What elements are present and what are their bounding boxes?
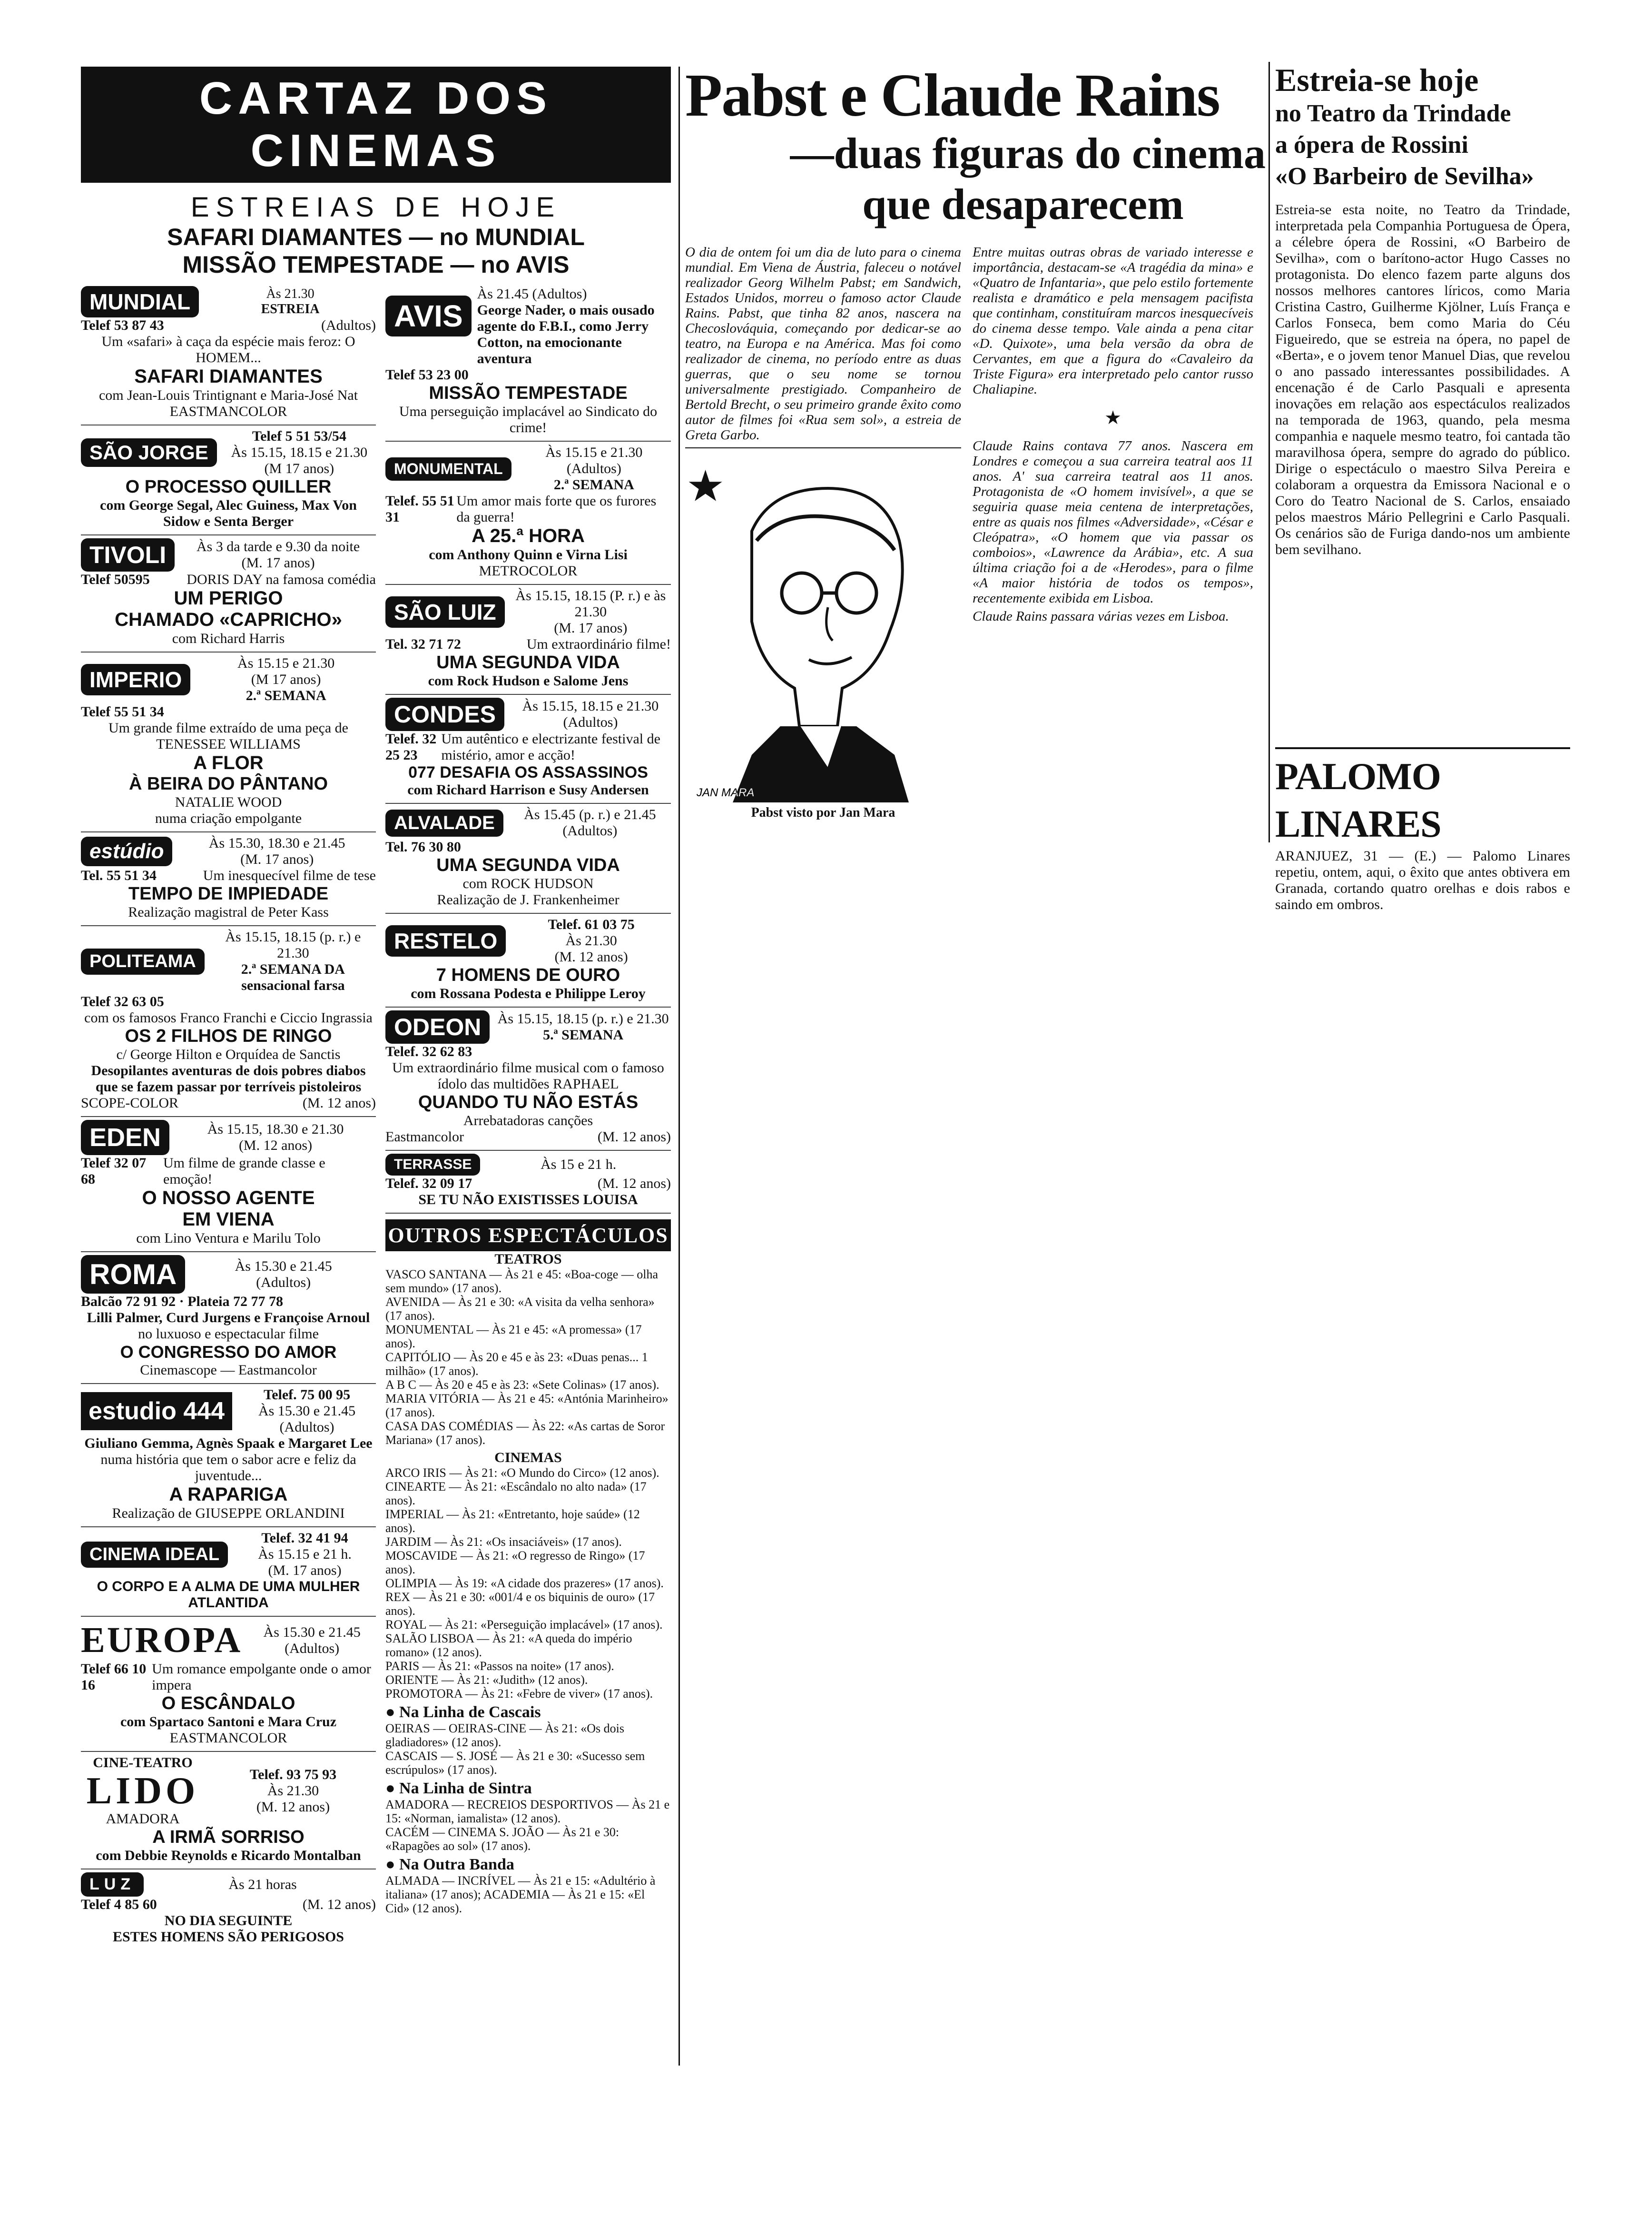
eden-time: Às 15.15, 18.30 e 21.30 (207, 1121, 344, 1137)
terrasse-phone: Telef. 32 09 17 (385, 1176, 472, 1191)
imperio-week: 2.ª SEMANA (246, 688, 326, 703)
cinema-item: CINEARTE — Às 21: «Escândalo no alto nada» (17 anos). (385, 1480, 647, 1507)
condes-blurb: Um autêntico e electrizante festival de mistério, amor e acção! (441, 731, 660, 763)
listing-saoluiz (385, 585, 671, 695)
politeama-cast: c/ George Hilton e Orquídea de Sanctis (116, 1047, 341, 1062)
luz-title: NO DIA SEGUINTE (164, 1913, 293, 1928)
tivoli-title-2: CHAMADO «CAPRICHO» (115, 609, 342, 630)
teatro-item: A B C — Às 20 e 45 e às 23: «Sete Colinas» (17 anos). (385, 1378, 659, 1392)
bullet-icon: ● (385, 1856, 395, 1873)
lido-logo-bottom: AMADORA (106, 1811, 180, 1827)
imperio-time: Às 15.15 e 21.30 (237, 655, 335, 671)
mundial-blurb: Um «safari» à caça da espécie mais feroz: O HOMEM... (101, 334, 355, 366)
estudio-title: TEMPO DE IMPIEDADE (128, 884, 329, 904)
listing-terrasse (385, 1151, 671, 1214)
restelo-cast: com Rossana Podesta e Philippe Leroy (411, 986, 646, 1001)
alvalade-phone: Tel. 76 30 80 (385, 839, 461, 855)
palomo-body: ARANJUEZ, 31 — (E.) — Palomo Linares repetiu, ontem, aqui, o êxito que antes obtivera em Granada, cortando quatro orelhas e dois rabos e saindo em ombros. (1275, 848, 1570, 912)
alvalade-rating: (Adultos) (562, 823, 618, 839)
teatros-label: TEATROS (494, 1251, 562, 1267)
listing-imperio (81, 653, 376, 832)
saoluiz-time: Às 15.15, 18.15 (P. r.) e às 21.30 (515, 588, 666, 620)
tivoli-logo: TIVOLI (81, 538, 175, 572)
pabst-body-col1: O dia de ontem foi um dia de luto para o cinema mundial. Em Viena de Áustria, faleceu o notável realizador Georg Wilhelm Pabst; em Sandwich, Estados Unidos, morreu o famoso actor Claude Rains. Pabst, que tinha 82 anos, nascera na Checoslováquia, começando por dedicar-se ao teatro, na Europa e na América. Mas foi como realizador de cinema, no período entre as duas guerras, que o seu nome se tornou universalmente prestigiado. Companheiro de Bertold Brecht, o seu primeiro grande êxito como autor de filmes foi «Rua sem sol», a estreia de Greta Garbo. (685, 245, 961, 448)
mundial-time: Às 21.30 (266, 287, 315, 301)
luz-time: Às 21 horas (228, 1876, 297, 1892)
europa-phone: Telef 66 10 16 (81, 1661, 147, 1693)
estudio-rating: (M. 17 anos) (240, 851, 314, 867)
cascais-item: CASCAIS — S. JOSÉ — Às 21 e 30: «Sucesso sem escrúpulos» (17 anos). (385, 1749, 645, 1777)
cinema-item: JARDIM — Às 21: «Os insaciáveis» (17 anos). (385, 1535, 622, 1549)
pabst-headline-1: Pabst e Claude Rains (685, 61, 1219, 129)
sintra-item: CACÉM — CINEMA S. JOÃO — Às 21 e 30: «Rapagões ao sol» (17 anos). (385, 1825, 620, 1853)
alvalade-logo: ALVALADE (385, 810, 503, 837)
listing-tivoli (81, 535, 376, 653)
terrasse-logo: TERRASSE (385, 1154, 480, 1176)
lido-logo: LIDO (86, 1770, 199, 1812)
europa-time: Às 15.30 e 21.45 (263, 1624, 361, 1640)
cascais-item: OEIRAS — OEIRAS-CINE — Às 21: «Os dois gladiadores» (12 anos). (385, 1721, 624, 1749)
cartaz-header: CARTAZ DOS CINEMAS (81, 67, 671, 183)
mundial-color: EASTMANCOLOR (169, 404, 287, 419)
outros-header: OUTROS ESPECTÁCULOS (385, 1219, 671, 1251)
listing-restelo (385, 914, 671, 1008)
imperio-title-2: À BEIRA DO PÂNTANO (129, 774, 328, 794)
politeama-title: OS 2 FILHOS DE RINGO (125, 1026, 332, 1046)
eden-logo: EDEN (81, 1120, 169, 1155)
listing-luz (81, 1869, 376, 1950)
cinema-item: IMPERIAL — Às 21: «Entretanto, hoje saúde» (12 anos). (385, 1507, 640, 1535)
avis-phone: Telef 53 23 00 (385, 367, 469, 383)
politeama-note: Desopilantes aventuras de dois pobres diabos que se fazem passar por terríveis pistoleiros (91, 1063, 366, 1095)
lido-title: A IRMÃ SORRISO (152, 1827, 305, 1847)
monumental-week: 2.ª SEMANA (553, 477, 634, 493)
cinemaideal-rating: (M. 17 anos) (268, 1563, 342, 1578)
estudio444-phone: Telef. 75 00 95 (263, 1387, 351, 1403)
monumental-cast: com Anthony Quinn e Virna Lisi (429, 547, 628, 563)
column-divider (678, 67, 680, 2066)
terrasse-title: SE TU NÃO EXISTISSES LOUISA (418, 1192, 638, 1207)
europa-rating: (Adultos) (285, 1640, 340, 1656)
avis-title: MISSÃO TEMPESTADE (429, 383, 628, 403)
saoluiz-title: UMA SEGUNDA VIDA (436, 653, 620, 672)
star-separator-icon: ★ (1104, 407, 1121, 428)
pabst-body-col2: Entre muitas outras obras de variado interesse e importância, destacam-se «A tragédia da mina» e «Quatro de Infantaria», que pelo estilo fortemente realista e dramático e pela mensagem pacifista que continham, constituíram marcos inesquecíveis do cinema desse tempo. Vale ainda a pena citar «D. Quixote», uma bela versão da obra de Cervantes, em que a figura do «Cavaleiro da Triste Figura» era interpretado pelo cantor russo Chaliapine. (973, 245, 1253, 397)
listing-condes (385, 695, 671, 804)
alvalade-title: UMA SEGUNDA VIDA (436, 855, 620, 875)
listing-cinemaideal (81, 1527, 376, 1617)
monumental-title: A 25.ª HORA (472, 525, 585, 546)
odeon-logo: ODEON (385, 1010, 490, 1044)
europa-title: O ESCÂNDALO (161, 1693, 295, 1713)
teatro-item: AVENIDA — Às 21 e 30: «A visita da velha senhora» (17 anos). (385, 1295, 655, 1323)
restelo-title: 7 HOMENS DE OURO (436, 965, 620, 985)
teatro-item: VASCO SANTANA — Às 21 e 45: «Boa-coge — olha sem mundo» (17 anos). (385, 1267, 659, 1295)
condes-cast: com Richard Harrison e Susy Andersen (407, 782, 649, 798)
teatro-item: CASA DAS COMÉDIAS — Às 22: «As cartas de Soror Mariana» (17 anos). (385, 1419, 665, 1447)
condes-time: Às 15.15, 18.15 e 21.30 (522, 698, 659, 714)
condes-rating: (Adultos) (563, 714, 618, 730)
caricature-signature: JAN MARA (697, 786, 755, 799)
politeama-color: SCOPE-COLOR (81, 1095, 179, 1111)
luz-phone: Telef 4 85 60 (81, 1897, 157, 1912)
estreias-label: ESTREIAS DE HOJE (190, 192, 561, 223)
cinema-item: SALÃO LISBOA — Às 21: «A queda do império romano» (12 anos). (385, 1632, 632, 1659)
politeama-logo: POLITEAMA (81, 949, 205, 975)
barbeiro-headline-4: «O Barbeiro de Sevilha» (1275, 163, 1534, 190)
palomo-article (1275, 747, 1570, 912)
mundial-title: SAFARI DIAMANTES (134, 366, 323, 387)
pabst-headline-2: —duas figuras do cinema (790, 129, 1266, 178)
cartaz-subcol-left (81, 283, 376, 1950)
alvalade-cast: com ROCK HUDSON (462, 876, 594, 891)
bullet-icon: ● (385, 1780, 395, 1797)
monumental-logo: MONUMENTAL (385, 457, 511, 481)
avis-blurb: George Nader, o mais ousado agente do F.B.I., como Jerry Cotton, na emocionante aventura (477, 302, 655, 366)
saoluiz-rating: (M. 17 anos) (554, 620, 628, 636)
tivoli-phone: Telef 50595 (81, 572, 150, 587)
cinemaideal-title: O CORPO E A ALMA DE UMA MULHER ATLANTIDA (97, 1579, 360, 1611)
imperio-rating: (M 17 anos) (251, 672, 321, 687)
avis-note: Uma perseguição implacável ao Sindicato do crime! (399, 404, 658, 435)
cinema-item: ARCO IRIS — Às 21: «O Mundo do Circo» (12 anos). (385, 1466, 659, 1480)
roma-cast: Lilli Palmer, Curd Jurgens e Françoise Arnoul (87, 1310, 370, 1325)
estudio444-rating: (Adultos) (279, 1419, 334, 1435)
imperio-note: numa criação empolgante (155, 811, 302, 826)
listing-mundial (81, 283, 376, 425)
pabst-body-col2c: Claude Rains passara várias vezes em Lisboa. (973, 609, 1229, 624)
saojorge-time: Às 15.15, 18.15 e 21.30 (231, 445, 368, 460)
listing-estudio (81, 832, 376, 926)
estreia-2: MISSÃO TEMPESTADE — no AVIS (182, 251, 570, 278)
avis-logo: AVIS (385, 296, 472, 336)
lido-time: Às 21.30 (267, 1783, 319, 1799)
saoluiz-phone: Tel. 32 71 72 (385, 636, 461, 652)
eden-rating: (M. 12 anos) (238, 1137, 313, 1153)
listing-saojorge (81, 425, 376, 535)
politeama-phone: Telef 32 63 05 (81, 994, 164, 1009)
cinema-item: REX — Às 21 e 30: «001/4 e os biquinis de ouro» (17 anos). (385, 1590, 655, 1618)
politeama-time: Às 15.15, 18.15 (p. r.) e 21.30 (225, 929, 361, 961)
cinema-item: ORIENTE — Às 21: «Judith» (12 anos). (385, 1673, 588, 1687)
luz-rating: (M. 12 anos) (302, 1897, 376, 1912)
terrasse-rating: (M. 12 anos) (597, 1176, 671, 1191)
banda-item: ALMADA — INCRÍVEL — Às 21 e 15: «Adultério à italiana» (17 anos); ACADEMIA — Às 21 e 15: «El Cid» (12 anos). (385, 1874, 656, 1915)
cinema-item: PROMOTORA — Às 21: «Febre de viver» (17 anos). (385, 1687, 653, 1701)
cinema-item: OLIMPIA — Às 19: «A cidade dos prazeres» (17 anos). (385, 1576, 664, 1590)
cinema-item: MOSCAVIDE — Às 21: «O regresso de Ringo» (17 anos). (385, 1549, 645, 1576)
listing-lido (81, 1752, 376, 1869)
estreia-1: SAFARI DIAMANTES — no MUNDIAL (167, 224, 585, 250)
saojorge-rating: (M 17 anos) (264, 461, 334, 476)
cinemaideal-logo: CINEMA IDEAL (81, 1542, 228, 1568)
estudio444-title: A RAPARIGA (169, 1484, 288, 1505)
mundial-phone: Telef 53 87 43 (81, 317, 164, 333)
europa-color: EASTMANCOLOR (169, 1730, 287, 1746)
outros-espectaculos (385, 1219, 671, 1915)
monumental-studio: METROCOLOR (479, 563, 578, 579)
alvalade-director: Realização de J. Frankenheimer (437, 892, 620, 908)
saojorge-phone: Telef 5 51 53/54 (252, 428, 346, 444)
roma-color: Cinemascope — Eastmancolor (140, 1362, 317, 1378)
roma-logo: ROMA (81, 1255, 185, 1294)
monumental-phone: Telef. 55 51 31 (385, 493, 454, 525)
odeon-color: Eastmancolor (385, 1129, 464, 1145)
imperio-phone: Telef 55 51 34 (81, 704, 164, 720)
pabst-portrait (685, 460, 961, 802)
section-rule (1275, 747, 1570, 749)
roma-blurb: no luxuoso e espectacular filme (138, 1326, 319, 1342)
imperio-logo: IMPERIO (81, 664, 190, 695)
estudio444-blurb: numa história que tem o sabor acre e feliz da juventude... (100, 1452, 356, 1483)
cinema-item: ROYAL — Às 21: «Perseguição implacável» (17 anos). (385, 1618, 663, 1632)
eden-title-2: EM VIENA (182, 1209, 275, 1230)
listing-politeama (81, 926, 376, 1117)
bullet-icon: ● (385, 1703, 395, 1721)
imperio-cast: NATALIE WOOD (175, 794, 282, 810)
cinema-item: PARIS — Às 21: «Passos na noite» (17 anos). (385, 1659, 614, 1673)
politeama-week: 2.ª SEMANA DA sensacional farsa (241, 961, 345, 993)
saoluiz-cast: com Rock Hudson e Salome Jens (428, 673, 629, 689)
sintra-item: AMADORA — RECREIOS DESPORTIVOS — Às 21 e 15: «Norman, iamalista» (12 anos). (385, 1798, 670, 1825)
saojorge-title: O PROCESSO QUILLER (125, 477, 332, 497)
teatro-item: CAPITÓLIO — Às 20 e 45 e às 23: «Duas penas... 1 milhão» (17 anos). (385, 1350, 648, 1378)
saojorge-cast: com George Segal, Alec Guiness, Max Von Sidow e Senta Berger (100, 497, 357, 529)
estudio-note: Realização magistral de Peter Kass (128, 904, 329, 920)
restelo-logo: RESTELO (385, 925, 506, 957)
barbeiro-article (1275, 62, 1570, 728)
cinemaideal-time: Às 15.15 e 21 h. (258, 1546, 352, 1562)
pabst-article (685, 62, 1266, 871)
estudio444-time: Às 15.30 e 21.45 (258, 1403, 356, 1419)
teatro-item: MARIA VITÓRIA — Às 21 e 45: «Antónia Marinheiro» (17 anos). (385, 1392, 669, 1419)
pabst-portrait-drawing (685, 460, 961, 802)
cinemaideal-phone: Telef. 32 41 94 (261, 1530, 348, 1546)
listing-avis (385, 283, 671, 442)
listing-europa (81, 1617, 376, 1752)
condes-title: 077 DESAFIA OS ASSASSINOS (408, 763, 648, 781)
tivoli-title-1: UM PERIGO (174, 588, 283, 609)
odeon-blurb: Um extraordinário filme musical com o famoso ídolo das multidões RAPHAEL (392, 1060, 664, 1092)
odeon-week: 5.ª SEMANA (543, 1027, 624, 1043)
restelo-rating: (M. 12 anos) (554, 949, 628, 965)
listing-alvalade (385, 804, 671, 914)
condes-logo: CONDES (385, 698, 504, 731)
cartaz-subcol-right (385, 283, 671, 1950)
terrasse-time: Às 15 e 21 h. (541, 1157, 617, 1172)
odeon-phone: Telef. 32 62 83 (385, 1044, 472, 1059)
estudio-blurb: Um inesquecível filme de tese (203, 868, 376, 883)
saoluiz-blurb: Um extraordinário filme! (526, 636, 671, 652)
europa-cast: com Spartaco Santoni e Mara Cruz (120, 1714, 337, 1730)
eden-phone: Telef 32 07 68 (81, 1155, 147, 1187)
luz-note: ESTES HOMENS SÃO PERIGOSOS (113, 1929, 344, 1945)
column-divider (1268, 62, 1270, 842)
roma-time: Às 15.30 e 21.45 (235, 1258, 332, 1274)
listing-roma (81, 1252, 376, 1384)
tivoli-time: Às 3 da tarde e 9.30 da noite (196, 539, 360, 554)
pabst-caption: Pabst visto por Jan Mara (751, 805, 895, 820)
palomo-headline: PALOMO LINARES (1275, 756, 1441, 845)
cascais-label: Na Linha de Cascais (399, 1703, 541, 1721)
eden-title-1: O NOSSO AGENTE (142, 1187, 315, 1208)
tivoli-rating: (M. 17 anos) (241, 555, 315, 571)
mundial-cast: com Jean-Louis Trintignant e Maria-José Nat (98, 387, 358, 403)
listing-estudio444 (81, 1384, 376, 1527)
mundial-rating: (Adultos) (321, 317, 376, 333)
lido-phone: Telef. 93 75 93 (249, 1767, 337, 1782)
barbeiro-headline-2: no Teatro da Trindade (1275, 100, 1511, 127)
odeon-note: Arrebatadoras canções (463, 1113, 593, 1128)
cinemas-label: CINEMAS (494, 1450, 562, 1465)
barbeiro-headline-1: Estreia-se hoje (1275, 62, 1479, 98)
lido-rating: (M. 12 anos) (256, 1799, 330, 1815)
sintra-label: Na Linha de Sintra (399, 1780, 532, 1797)
imperio-title-1: A FLOR (193, 752, 264, 773)
roma-phones: Balcão 72 91 92 · Plateia 72 77 78 (81, 1294, 283, 1309)
estudio-time: Às 15.30, 18.30 e 21.45 (208, 835, 345, 851)
pabst-body-col2b: Claude Rains contava 77 anos. Nascera em Londres e começou a sua carreira teatral aos 11 anos. A' sua carreira teatral aos 11 anos. Protagonista de «O homem invisível», a que se seguiria quase meia centena de interpretações, entre as quais nos filmes «Adversidade», «César e Cleópatra», «O homem que via passar os comboios», «Lawrence da Arábia», etc. A sua última criação foi a de «Herodes», para o filme «A maior história de todos os tempos», recentemente exibida em Lisboa. (973, 438, 1253, 606)
estudio444-logo: estudio 444 (81, 1392, 232, 1430)
eden-blurb: Um filme de grande classe e emoção! (163, 1155, 325, 1187)
restelo-phone: Telef. 61 03 75 (548, 917, 635, 932)
monumental-rating: (Adultos) (566, 461, 621, 476)
restelo-time: Às 21.30 (565, 933, 617, 949)
listing-eden (81, 1117, 376, 1252)
tivoli-cast: com Richard Harris (172, 631, 285, 646)
estudio-logo: estúdio (81, 837, 172, 866)
saojorge-logo: SÃO JORGE (81, 438, 217, 467)
europa-blurb: Um romance empolgante onde o amor impera (152, 1661, 371, 1693)
politeama-blurb: com os famosos Franco Franchi e Ciccio Ingrassia (84, 1010, 373, 1026)
monumental-time: Às 15.15 e 21.30 (545, 445, 643, 460)
listing-odeon (385, 1008, 671, 1151)
monumental-blurb: Um amor mais forte que os furores da guerra! (456, 493, 657, 525)
lido-cast: com Debbie Reynolds e Ricardo Montalban (96, 1848, 361, 1863)
estudio444-cast: Giuliano Gemma, Agnès Spaak e Margaret Lee (84, 1435, 373, 1451)
cartaz-column (81, 67, 671, 2066)
odeon-rating: (M. 12 anos) (597, 1129, 671, 1145)
barbeiro-headline-3: a ópera de Rossini (1275, 131, 1468, 158)
luz-logo: LUZ (81, 1872, 144, 1897)
alvalade-time: Às 15.45 (p. r.) e 21.45 (524, 807, 656, 822)
eden-cast: com Lino Ventura e Marilu Tolo (136, 1230, 321, 1246)
odeon-time: Às 15.15, 18.15 (p. r.) e 21.30 (497, 1011, 669, 1027)
roma-title: O CONGRESSO DO AMOR (120, 1342, 337, 1362)
estudio444-director: Realização de GIUSEPPE ORLANDINI (112, 1505, 345, 1521)
barbeiro-body: Estreia-se esta noite, no Teatro da Trindade, interpretada pela Companhia Portuguesa de Ópera, a célebre ópera de Rossini, «O Barbeiro de Sevilha», com o barítono-actor Hugo Casses no protagonista. Do elenco fazem parte alguns dos nossos melhores cantores líricos, como Maria Cristina Castro, Guilherme Kjölner, Luís França e Carlos Fonseca, bem como Maria do Céu Figueiredo, que se estreia na ópera, no papel de «Berta», e o jovem tenor Manuel Dias, que revelou o ano passado interessantes possibilidades. A encenação é de Carlo Pasquali e apresenta inovações em relação aos espectáculos realizados na temporada de 1963, quando, pela mesma companhia e naquele mesmo teatro, foi cantada tão maravilhosa ópera, sempre do agrado do público. Dirige o espectáculo o maestro Silva Pereira e colaboram a orquestra da Emissora Nacional e o Coro do Teatro Nacional de S. Carlos, ensaiado pelos maestros Mário Pellegrini e Carlo Pasquali. Os cenários são de Furiga dando-nos um ambiente bem sevilhano. (1275, 202, 1570, 557)
condes-phone: Telef. 32 25 23 (385, 731, 437, 763)
mundial-logo: MUNDIAL (81, 286, 199, 317)
odeon-title: QUANDO TU NÃO ESTÁS (418, 1092, 639, 1112)
europa-logo: EUROPA (81, 1620, 243, 1660)
teatro-item: MONUMENTAL — Às 21 e 45: «A promessa» (17 anos). (385, 1323, 642, 1350)
pabst-headline-3: que desaparecem (862, 180, 1184, 228)
saoluiz-logo: SÃO LUIZ (385, 596, 505, 628)
estudio-phone: Tel. 55 51 34 (81, 868, 157, 883)
roma-rating: (Adultos) (256, 1274, 311, 1290)
lido-logo-top: CINE-TEATRO (93, 1755, 193, 1770)
mundial-tag: ESTREIA (261, 302, 320, 316)
tivoli-blurb: DORIS DAY na famosa comédia (187, 572, 376, 587)
avis-time: Às 21.45 (Adultos) (477, 286, 587, 302)
listing-monumental (385, 442, 671, 585)
imperio-blurb: Um grande filme extraído de uma peça de TENESSEE WILLIAMS (108, 720, 348, 752)
banda-label: Na Outra Banda (399, 1856, 514, 1873)
politeama-rating: (M. 12 anos) (302, 1095, 376, 1111)
